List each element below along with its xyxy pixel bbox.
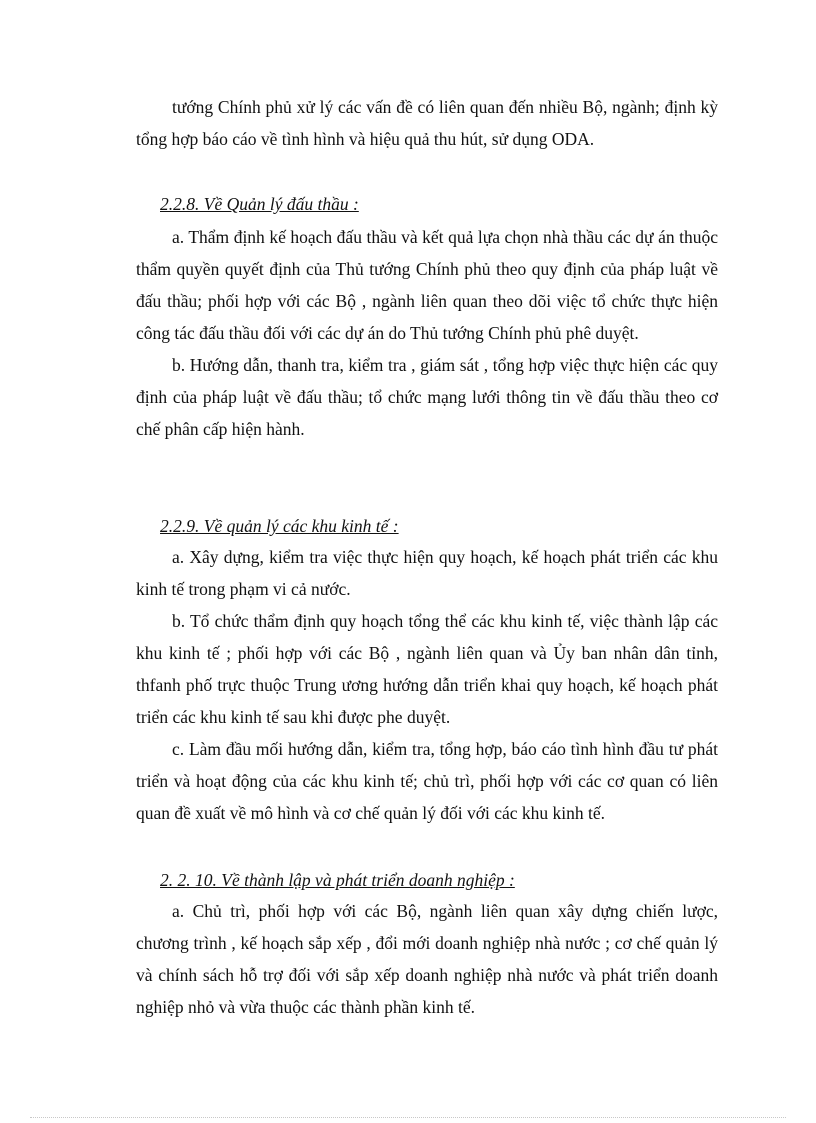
section-2-2-8-paragraph-a: a. Thẩm định kế hoạch đấu thầu và kết quả lựa chọn nhà thầu các dự án thuộc thẩm quyền quyết định của Thủ tướng Chính phủ theo quy định của pháp luật về đấu thầu; phối hợp với các Bộ , ngành liên quan theo dõi việc tổ chức thực hiện công tác đấu thầu đối với các dự án do Thủ tướng Chính phủ phê duyệt.	[136, 227, 718, 343]
section-2-2-9-paragraph-a: a. Xây dựng, kiểm tra việc thực hiện quy hoạch, kế hoạch phát triển các khu kinh tế trong phạm vi cả nước.	[136, 547, 718, 599]
section-2-2-8-body	[136, 221, 718, 445]
section-2-2-10-body	[136, 895, 718, 1023]
section-heading-2-2-8: 2.2.8. Về Quản lý đấu thầu :	[160, 194, 359, 214]
section-2-2-10-paragraph-a: a. Chủ trì, phối hợp với các Bộ, ngành liên quan xây dựng chiến lược, chương trình , kế hoạch sắp xếp , đổi mới doanh nghiệp nhà nước ; cơ chế quản lý và chính sách hỗ trợ đối với sắp xếp doanh nghiệp nhà nước và phát triển doanh nghiệp nhỏ và vừa thuộc các thành phần kinh tế.	[136, 901, 718, 1017]
section-heading-2-2-9: 2.2.9. Về quản lý các khu kinh tế :	[160, 516, 399, 536]
section-2-2-8-paragraph-b: b. Hướng dẫn, thanh tra, kiểm tra , giám sát , tổng hợp việc thực hiện các quy định của pháp luật về đấu thầu; tổ chức mạng lưới thông tin về đấu thầu theo cơ chế phân cấp hiện hành.	[136, 355, 718, 439]
section-2-2-9-body	[136, 541, 718, 829]
section-heading-2-2-10: 2. 2. 10. Về thành lập và phát triển doanh nghiệp :	[160, 870, 515, 890]
section-2-2-9-paragraph-b: b. Tổ chức thẩm định quy hoạch tổng thể các khu kinh tế, việc thành lập các khu kinh tế ; phối hợp với các Bộ , ngành liên quan và Ủy ban nhân dân tỉnh, thfanh phố trực thuộc Trung ương hướng dẫn triển khai quy hoạch, kế hoạch phát triển các khu kinh tế sau khi được phe duyệt.	[136, 611, 718, 727]
intro-block	[136, 91, 718, 155]
intro-paragraph: tướng Chính phủ xử lý các vấn đề có liên quan đến nhiều Bộ, ngành; định kỳ tổng hợp báo cáo về tình hình và hiệu quả thu hút, sử dụng ODA.	[136, 97, 718, 149]
page-bottom-border	[30, 1117, 786, 1118]
section-2-2-9-paragraph-c: c. Làm đầu mối hướng dẫn, kiểm tra, tổng hợp, báo cáo tình hình đầu tư phát triển và hoạt động của các khu kinh tế; chủ trì, phối hợp với các cơ quan có liên quan đề xuất về mô hình và cơ chế quản lý đối với các khu kinh tế.	[136, 739, 718, 823]
